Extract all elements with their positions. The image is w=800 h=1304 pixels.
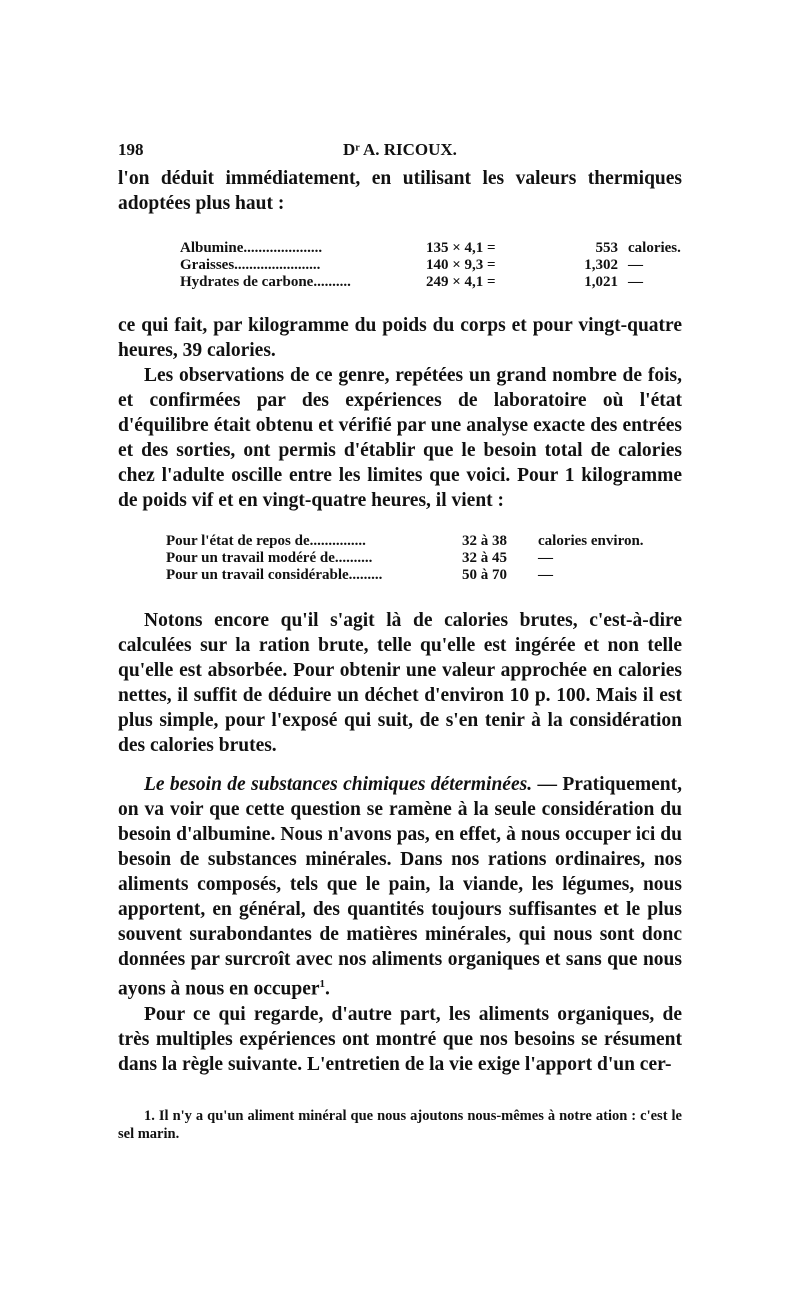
need-range: 32 à 38 (462, 533, 507, 549)
need-label: Pour un travail modéré de.......... (166, 550, 373, 566)
page-header (118, 140, 682, 160)
section-heading: Le besoin de substances chimiques déterminées. (144, 774, 533, 795)
need-range: 32 à 45 (462, 550, 507, 566)
nutrient-unit: calories. (628, 240, 681, 256)
nutrient-calculation: 140 × 9,3 = (426, 257, 496, 273)
footnote-number: 1. (144, 1107, 155, 1124)
footnote-reference[interactable]: 1 (319, 978, 326, 990)
need-unit: — (538, 550, 553, 566)
paragraph-calories-per-kg: ce qui fait, par kilogramme du poids du corps et pour vingt-quatre heures, 39 calories. (118, 315, 682, 361)
nutrient-calculation: 249 × 4,1 = (426, 274, 496, 290)
needs-table (166, 533, 644, 584)
nutrient-calculation: 135 × 4,1 = (426, 240, 496, 256)
footnote (118, 1107, 682, 1143)
page (118, 140, 682, 1143)
nutrient-label: Graisses....................... (180, 257, 321, 273)
paragraph-gross-calories: Notons encore qu'il s'agit là de calories brutes, c'est-à-dire calculées sur la ration brute, telle qu'elle est ingérée et non telle qu'elle est absorbée. Pour obtenir une valeur approchée en calories nettes, il suffit de déduire un déchet d'environ 10 p. 100. Mais il est plus simple, pour l'exposé qui suit, de s'en tenir à la considération des calories brutes. (118, 610, 682, 756)
nutrient-result: 1,302 (584, 257, 618, 273)
table-row (180, 274, 681, 291)
nutrient-unit: — (628, 274, 643, 290)
need-range: 50 à 70 (462, 567, 507, 583)
section-text: — Pratiquement, on va voir que cette question se ramène à la seule considération du besoin d'albumine. Nous n'avons pas, en effet, à nous occuper ici du besoin de substances minérales. Dans nos rations ordinaires, nos aliments composés, tels que le pain, la viande, les légumes, nous apportent, en général, des quantités toujours suffisantes et le plus souvent surabondantes de matières minérales, qui nous sont donc données par surcroît avec nos aliments organiques et sans que nous ayons à nous en occuper (118, 774, 683, 1000)
need-unit: calories environ. (538, 533, 644, 549)
table-row (180, 257, 681, 274)
need-unit: — (538, 567, 553, 583)
footnote-text: Il n'y a qu'un aliment minéral que nous ajoutons nous-mêmes à notre ation : c'est le sel marin. (118, 1107, 682, 1142)
page-number: 198 (118, 140, 144, 159)
table-row (166, 550, 644, 567)
nutrient-unit: — (628, 257, 643, 273)
table-row (166, 533, 644, 550)
table-row (166, 567, 644, 584)
section-end: . (325, 978, 330, 1000)
running-title: Dʳ A. RICOUX. (343, 140, 457, 159)
paragraph-organic-foods: Pour ce qui regarde, d'autre part, les aliments organiques, de très multiples expériences ont montré que nos besoins se résument dans la règle suivante. L'entretien de la vie exige l'apport d'un cer- (118, 1003, 682, 1075)
nutrient-label: Hydrates de carbone.......... (180, 274, 351, 290)
nutrient-label: Albumine..................... (180, 240, 323, 256)
paragraph-intro: l'on déduit immédiatement, en utilisant les valeurs thermiques adoptées plus haut : (118, 168, 682, 214)
paragraph-observations: Les observations de ce genre, repétées un grand nombre de fois, et confirmées par des expériences de laboratoire où l'état d'équilibre était obtenu et vérifié par une analyse exacte des entrées et des sorties, ont permis d'établir que le besoin total de calories chez l'adulte oscille entre les limites que voici. Pour 1 kilogramme de poids vif et en vingt-quatre heures, il vient : (118, 365, 682, 511)
nutrient-result: 553 (595, 240, 618, 256)
nutrient-table (180, 240, 681, 291)
paragraph-chemical-needs (118, 772, 682, 1002)
need-label: Pour l'état de repos de............... (166, 533, 366, 549)
need-label: Pour un travail considérable......... (166, 567, 383, 583)
nutrient-result: 1,021 (584, 274, 618, 290)
table-row (180, 240, 681, 257)
